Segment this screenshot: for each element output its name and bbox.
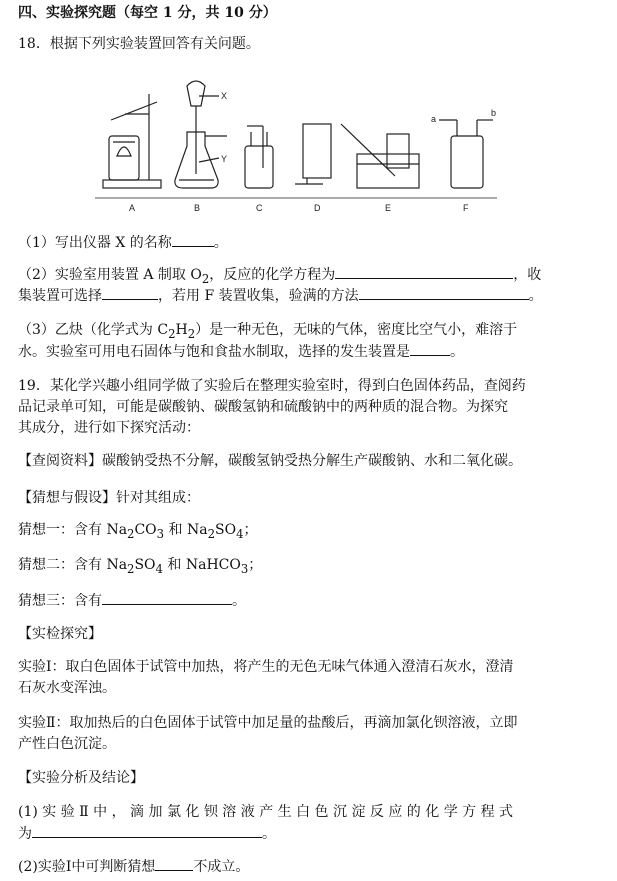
apparatus-b (175, 81, 227, 188)
mark-x: X (221, 91, 228, 101)
q19-stem-line1: 19．某化学兴趣小组同学做了实验后在整理实验室时，得到白色固体药品，查阅药 (18, 378, 526, 394)
apparatus-e (341, 124, 419, 188)
q19-guess-1: 猜想一：含有 $Na_2CO_3$ 和 $Na_2SO_4$； (18, 522, 258, 541)
label-f: F (463, 203, 469, 213)
answer-blank[interactable] (410, 341, 450, 356)
q19-experiment-2-line2: 产性白色沉淀。 (18, 736, 116, 752)
answer-blank[interactable] (335, 264, 513, 279)
mark-y: Y (221, 154, 228, 164)
q18-part3-line1: （3）乙炔（化学式为 $C_2H_2$）是一种无色，无味的气体，密度比空气小，难溶于 (18, 322, 518, 341)
label-b: B (194, 203, 201, 213)
apparatus-figure (95, 76, 497, 214)
label-d: D (314, 203, 321, 213)
label-a: A (129, 203, 136, 213)
q19-experiment-1-line2: 石灰水变浑浊。 (18, 680, 116, 696)
answer-blank[interactable] (359, 285, 529, 300)
q19-analysis-1-line2: 为 。 (18, 823, 599, 845)
apparatus-d (295, 124, 331, 184)
apparatus-c (245, 126, 273, 188)
question-18-stem: 18．根据下列实验装置回答有关问题。 (18, 36, 260, 52)
q19-stem-line2: 品记录单可知，可能是碳酸钠、碳酸氢钠和硫酸钠中的两种质的混合物。为探究 (18, 399, 508, 415)
q18-part2-line2: 集装置可选择 ，若用 F 装置收集，验满的方法 。 (18, 285, 599, 307)
q19-analysis-2: (2)实验Ⅰ中可判断猜想 不成立。 (18, 856, 599, 878)
apparatus-f (439, 120, 493, 188)
q19-experiment-heading: 【实检探究】 (18, 626, 102, 642)
answer-blank[interactable] (155, 856, 193, 871)
label-e: E (385, 203, 392, 213)
q19-analysis-heading: 【实验分析及结论】 (18, 770, 144, 786)
mark-a: a (431, 114, 437, 124)
q18-part2-line1: （2）实验室用装置 A 制取 $O_2$，反应的化学方程为 ，收 (18, 264, 599, 290)
answer-blank[interactable] (102, 285, 158, 300)
answer-blank[interactable] (172, 232, 214, 247)
answer-blank[interactable] (32, 823, 262, 838)
q19-guess-3: 猜想三：含有 。 (18, 590, 599, 612)
answer-blank[interactable] (102, 590, 232, 605)
q19-reference: 【查阅资料】碳酸钠受热不分解，碳酸氢钠受热分解生产碳酸钠、水和二氧化碳。 (18, 453, 522, 469)
q19-experiment-2-line1: 实验Ⅱ：取加热后的白色固体于试管中加足量的盐酸后，再滴加氯化钡溶液，立即 (18, 715, 518, 731)
q19-experiment-1-line1: 实验Ⅰ：取白色固体于试管中加热，将产生的无色无味气体通入澄清石灰水，澄清 (18, 659, 514, 675)
apparatus-a (103, 94, 161, 188)
q19-analysis-1-line1: (1) 实 验 Ⅱ 中 ， 滴 加 氯 化 钡 溶 液 产 生 白 色 沉 淀 反 应 的 化 学 方 程 式 (18, 804, 514, 820)
section-title: 四、实验探究题（每空 1 分，共 10 分） (18, 5, 277, 21)
q18-part1: （1）写出仪器 X 的名称 。 (18, 232, 599, 254)
q19-stem-line3: 其成分，进行如下探究活动： (18, 420, 200, 436)
q19-guess-heading: 【猜想与假设】针对其组成： (18, 490, 200, 506)
q19-guess-2: 猜想二：含有 $Na_2SO_4$ 和 NaHCO$_3$； (18, 557, 263, 576)
mark-b: b (491, 108, 497, 118)
q18-part3-line2: 水。实验室可用电石固体与饱和食盐水制取，选择的发生装置是 。 (18, 341, 599, 363)
label-c: C (256, 203, 263, 213)
